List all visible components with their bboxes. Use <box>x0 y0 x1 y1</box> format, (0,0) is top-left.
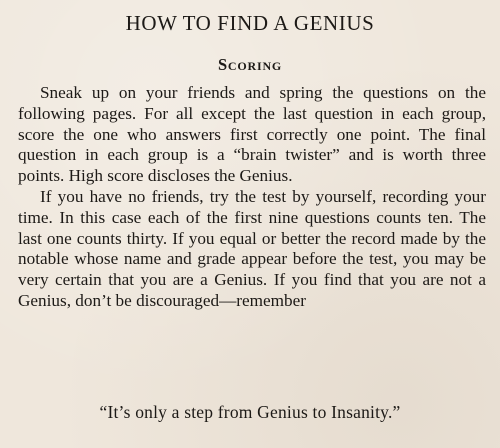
section-heading: Scoring <box>217 55 283 74</box>
closing-quote: “It’s only a step from Genius to Insanity.” <box>99 402 401 422</box>
paragraph-2: If you have no friends, try the test by yourself, recording your time. In this case each of the first nine questions counts ten. The last one counts thirty. If you equal or better the record made by the notable whose name and grade appear before the test, you may be very certain that you are a Genius. If you find that you are not a Genius, don’t be discouraged—remember <box>18 186 486 310</box>
paragraph-1: Sneak up on your friends and spring the questions on the following pages. For all except the last question in each group, score the one who answers first correctly one point. The final question in each group is a “brain twister” and is worth three points. High score discloses the Genius. <box>18 83 486 186</box>
page-title: HOW TO FIND A GENIUS <box>125 11 375 35</box>
body-text <box>18 83 486 312</box>
